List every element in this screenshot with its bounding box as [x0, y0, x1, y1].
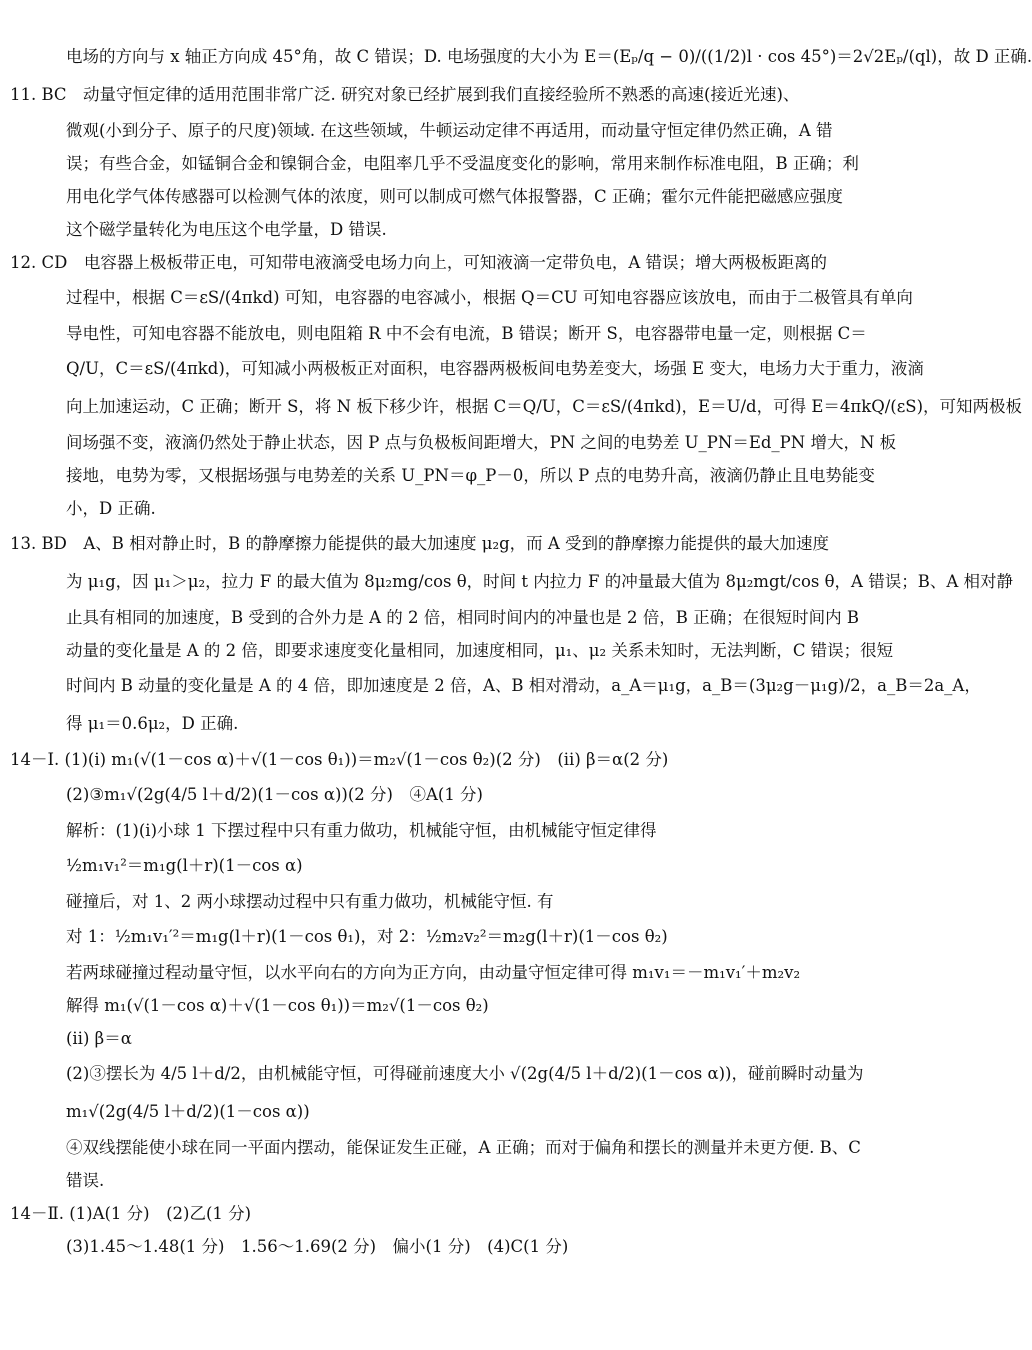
q11-line-2: 微观(小到分子、原子的尺度)领域. 在这些领域，牛顿运动定律不再适用，而动量守恒定律仍然正确，A 错	[66, 121, 833, 140]
q11-line-3: 误；有些合金，如锰铜合金和镍铜合金，电阻率几乎不受温度变化的影响，常用来制作标准电阻，B 正确；利	[66, 154, 859, 173]
q14-1-line-9: (ⅱ) β＝α	[66, 1029, 132, 1048]
q13-line-2: 为 μ₁g，因 μ₁＞μ₂，拉力 F 的最大值为 8μ₂mg/cos θ，时间 t 内拉力 F 的冲量最大值为 8μ₂mgt/cos θ，A 错误；B、A 相对静	[66, 572, 1013, 591]
q11-line-4: 用电化学气体传感器可以检测气体的浓度，则可以制成可燃气体报警器，C 正确；霍尔元件能把磁感应强度	[66, 187, 843, 206]
q14-1-line-2: (2)③m₁√(2g(4/5 l＋d/2)(1－cos α))(2 分) ④A(1 分)	[66, 785, 483, 804]
q14-1-line-7: 若两球碰撞过程动量守恒，以水平向右的方向为正方向，由动量守恒定律可得 m₁v₁＝－m₁v₁′＋m₂v₂	[66, 963, 801, 982]
q14-2-line-1: 14－Ⅱ. (1)A(1 分) (2)乙(1 分)	[10, 1204, 252, 1223]
q14-1-line-8: 解得 m₁(√(1－cos α)＋√(1－cos θ₁))＝m₂√(1－cos θ₂)	[66, 996, 489, 1015]
q12-line-8: 小，D 正确.	[66, 499, 156, 518]
q14-1-line-13: 错误.	[66, 1171, 105, 1190]
q12-line-5: 向上加速运动，C 正确；断开 S，将 N 板下移少许，根据 C＝Q/U，C＝εS/(4πkd)，E＝U/d，可得 E＝4πkQ/(εS)，可知两极板	[66, 397, 1023, 416]
q13-line-6: 得 μ₁＝0.6μ₂，D 正确.	[66, 714, 239, 733]
q13-line-3: 止具有相同的加速度，B 受到的合外力是 A 的 2 倍，相同时间内的冲量也是 2 倍，B 正确；在很短时间内 B	[66, 608, 859, 627]
q12-line-4: Q/U，C＝εS/(4πkd)，可知减小两极板正对面积，电容器两极板间电势差变大，场强 E 变大，电场力大于重力，液滴	[66, 359, 924, 378]
q14-1-line-4: ½m₁v₁²＝m₁g(l＋r)(1－cos α)	[66, 856, 303, 875]
q11-line-5: 这个磁学量转化为电压这个电学量，D 错误.	[66, 220, 387, 239]
q14-1-line-1: 14－Ⅰ. (1)(ⅰ) m₁(√(1－cos α)＋√(1－cos θ₁))＝m₂√(1－cos θ₂)(2 分) (ⅱ) β＝α(2 分)	[10, 750, 669, 769]
line-00: 电场的方向与 x 轴正方向成 45°角，故 C 错误；D. 电场强度的大小为 E＝(Eₚ/q − 0)/((1/2)l · cos 45°)＝2√2Eₚ/(ql)，故 D 正确.	[66, 47, 1032, 66]
q13-line-1: 13. BD A、B 相对静止时，B 的静摩擦力能提供的最大加速度 μ₂g，而 A 受到的静摩擦力能提供的最大加速度	[10, 534, 830, 553]
q13-line-5: 时间内 B 动量的变化量是 A 的 4 倍，即加速度是 2 倍，A、B 相对滑动，a_A＝μ₁g，a_B＝(3μ₂g－μ₁g)/2，a_B＝2a_A，	[66, 676, 981, 695]
q14-2-line-2: (3)1.45～1.48(1 分) 1.56～1.69(2 分) 偏小(1 分) (4)C(1 分)	[66, 1237, 569, 1256]
q12-line-1: 12. CD 电容器上极板带正电，可知带电液滴受电场力向上，可知液滴一定带负电，A 错误；增大两极板距离的	[10, 253, 827, 272]
q14-1-line-10: (2)③摆长为 4/5 l＋d/2，由机械能守恒，可得碰前速度大小 √(2g(4/5 l＋d/2)(1－cos α))，碰前瞬时动量为	[66, 1064, 864, 1083]
q12-line-7: 接地，电势为零，又根据场强与电势差的关系 U_PN＝φ_P－0，所以 P 点的电势升高，液滴仍静止且电势能变	[66, 466, 875, 485]
q14-1-line-11: m₁√(2g(4/5 l＋d/2)(1－cos α))	[66, 1102, 310, 1121]
q12-line-2: 过程中，根据 C＝εS/(4πkd) 可知，电容器的电容减小，根据 Q＝CU 可知电容器应该放电，而由于二极管具有单向	[66, 288, 913, 307]
q11-line-1: 11. BC 动量守恒定律的适用范围非常广泛. 研究对象已经扩展到我们直接经验所不熟悉的高速(接近光速)、	[10, 85, 800, 104]
q13-line-4: 动量的变化量是 A 的 2 倍，即要求速度变化量相同，加速度相同，μ₁、μ₂ 关系未知时，无法判断，C 错误；很短	[66, 641, 894, 660]
q12-line-3: 导电性，可知电容器不能放电，则电阻箱 R 中不会有电流，B 错误；断开 S，电容器带电量一定，则根据 C＝	[66, 324, 867, 343]
q14-1-line-6: 对 1：½m₁v₁′²＝m₁g(l＋r)(1－cos θ₁)，对 2：½m₂v₂²＝m₂g(l＋r)(1－cos θ₂)	[66, 927, 668, 946]
q14-1-line-5: 碰撞后，对 1、2 两小球摆动过程中只有重力做功，机械能守恒. 有	[66, 892, 554, 911]
q14-1-line-3: 解析：(1)(ⅰ)小球 1 下摆过程中只有重力做功，机械能守恒，由机械能守恒定律得	[66, 821, 657, 840]
q14-1-line-12: ④双线摆能使小球在同一平面内摆动，能保证发生正碰，A 正确；而对于偏角和摆长的测量并未更方便. B、C	[66, 1138, 861, 1157]
q12-line-6: 间场强不变，液滴仍然处于静止状态，因 P 点与负极板间距增大，PN 之间的电势差 U_PN＝Ed_PN 增大，N 板	[66, 433, 897, 452]
